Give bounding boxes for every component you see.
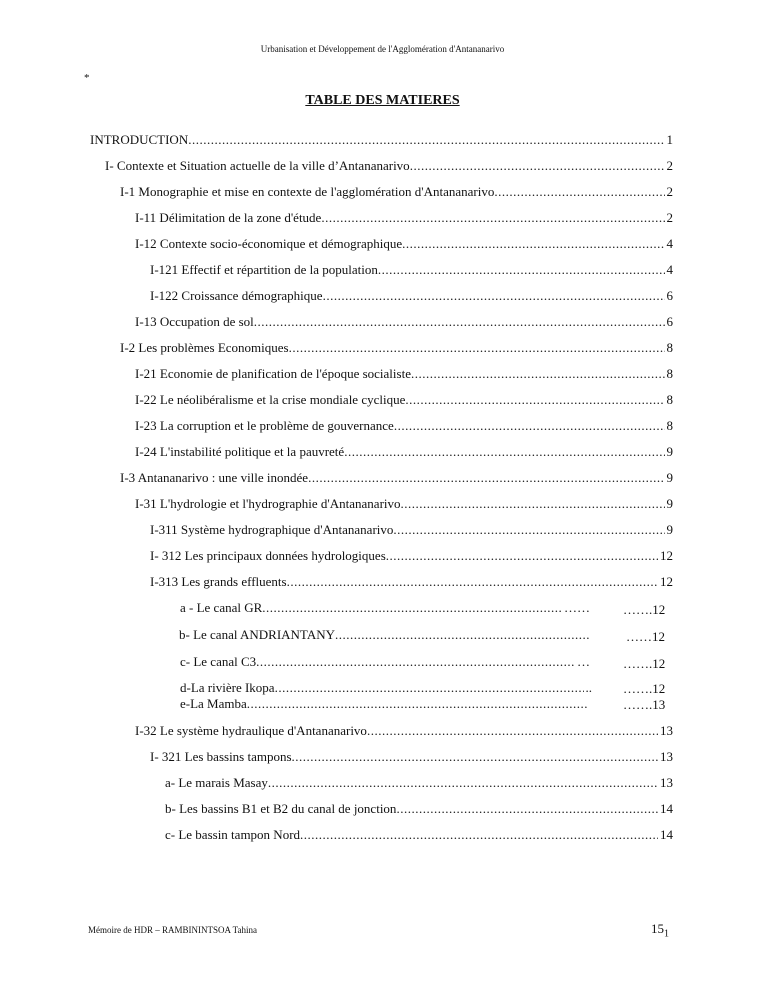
- dot-leader: [410, 158, 665, 174]
- dot-leader: [394, 418, 665, 434]
- toc-entry[interactable]: [120, 184, 673, 200]
- dot-leader: [188, 132, 664, 148]
- footer-page-number: [651, 921, 669, 940]
- toc-entry[interactable]: [180, 696, 588, 712]
- toc-entry[interactable]: [120, 340, 673, 356]
- toc-entry-page: 4: [666, 236, 673, 251]
- toc-entry-label: I-2 Les problèmes Economiques: [120, 340, 289, 355]
- dot-leader: [292, 749, 658, 765]
- toc-entry-page: 8: [666, 418, 673, 433]
- footer-page-main: 15: [651, 921, 664, 936]
- toc-entry[interactable]: [180, 680, 592, 696]
- toc-entry[interactable]: [135, 366, 673, 382]
- toc-entry-label: I-3 Antananarivo : une ville inondée: [120, 470, 309, 485]
- dot-leader: [256, 654, 575, 670]
- dot-leader: [386, 548, 658, 564]
- toc-entry-label: I-11 Délimitation de la zone d'étude: [135, 210, 322, 225]
- toc-entry-label: I-1 Monographie et mise en contexte de l'agglomération d'Antananarivo: [120, 184, 495, 199]
- toc-entry[interactable]: [135, 496, 673, 512]
- dot-leader: [289, 340, 665, 356]
- toc-entry-page: 6: [666, 288, 673, 303]
- toc-entry[interactable]: [135, 723, 673, 739]
- toc-entry[interactable]: [135, 314, 673, 330]
- toc-entry[interactable]: [150, 749, 673, 765]
- dot-leader: [402, 236, 664, 252]
- dot-leader: [378, 262, 665, 278]
- toc-entry[interactable]: [165, 827, 673, 843]
- toc-entry[interactable]: [179, 627, 591, 643]
- dot-leader: [308, 470, 664, 486]
- toc-entry[interactable]: [135, 418, 673, 434]
- dot-leader: [254, 314, 665, 330]
- toc-entry-label: e-La Mamba: [180, 696, 247, 711]
- dot-leader: [262, 600, 562, 616]
- toc-entry-page: 13: [660, 749, 673, 764]
- toc-entry-page: 12: [660, 574, 673, 589]
- dot-leader: [411, 366, 665, 382]
- toc-entry-page: 2: [666, 158, 673, 173]
- toc-entry[interactable]: [90, 132, 673, 148]
- toc-entry-label: I-32 Le système hydraulique d'Antananarivo: [135, 723, 367, 738]
- dot-leader: [401, 496, 665, 512]
- toc-entry[interactable]: [135, 392, 673, 408]
- footer-page-sub: 1: [664, 928, 669, 940]
- toc-entry-page: …….12: [623, 681, 666, 696]
- toc-entry-page: 13: [660, 775, 673, 790]
- dot-leader: [275, 680, 584, 696]
- toc-entry[interactable]: [180, 654, 590, 670]
- toc-entry[interactable]: [150, 548, 673, 564]
- toc-entry[interactable]: [120, 470, 673, 486]
- toc-entry-label: I-31 L'hydrologie et l'hydrographie d'Antananarivo: [135, 496, 401, 511]
- toc-entry-label: I- 321 Les bassins tampons: [150, 749, 292, 764]
- toc-entry[interactable]: [150, 262, 673, 278]
- toc-entry[interactable]: [135, 444, 673, 460]
- toc-entry-label: c- Le canal C3: [180, 654, 257, 669]
- toc-entry-page: 2: [666, 210, 673, 225]
- toc-entry-tail: ..: [585, 680, 592, 695]
- toc-entry-page: 14: [660, 827, 673, 842]
- toc-entry-page: 8: [666, 366, 673, 381]
- toc-entry-page: 1: [666, 132, 673, 147]
- toc-entry[interactable]: [165, 775, 673, 791]
- toc-entry[interactable]: [150, 522, 673, 538]
- toc-entry-page: ……12: [626, 629, 665, 644]
- running-header: Urbanisation et Développement de l'Agglomération d'Antananarivo: [260, 44, 505, 54]
- dot-leader: [268, 775, 658, 791]
- toc-entry-label: I- 312 Les principaux données hydrologiques: [150, 548, 386, 563]
- toc-entry-page: 9: [666, 470, 673, 485]
- toc-entry-tail: ……: [564, 600, 590, 615]
- toc-entry-page: 13: [660, 723, 673, 738]
- toc-entry-label: I-311 Système hydrographique d'Antananarivo: [150, 522, 394, 537]
- toc-entry-label: I-24 L'instabilité politique et la pauvreté: [135, 444, 345, 459]
- toc-entry-page: …….12: [623, 656, 666, 671]
- toc-entry-page: …….12: [623, 602, 666, 617]
- toc-entry-label: I-313 Les grands effluents: [150, 574, 287, 589]
- dot-leader: [405, 392, 664, 408]
- toc-entry-page: 9: [666, 496, 673, 511]
- toc-entry-page: 8: [666, 392, 673, 407]
- dot-leader: [335, 627, 589, 643]
- toc-entry-label: I-12 Contexte socio-économique et démographique: [135, 236, 403, 251]
- asterisk-mark: *: [84, 72, 90, 84]
- toc-entry-label: I- Contexte et Situation actuelle de la ville d’Antananarivo: [105, 158, 410, 173]
- dot-leader: [494, 184, 664, 200]
- dot-leader: [344, 444, 664, 460]
- toc-entry-page: 8: [666, 340, 673, 355]
- toc-entry[interactable]: [135, 236, 673, 252]
- dot-leader: [247, 696, 588, 712]
- toc-entry[interactable]: [135, 210, 673, 226]
- toc-entry-page: 2: [666, 184, 673, 199]
- toc-entry-label: I-122 Croissance démographique: [150, 288, 323, 303]
- toc-entry-label: b- Les bassins B1 et B2 du canal de jonction: [165, 801, 397, 816]
- toc-entry-page: 4: [666, 262, 673, 277]
- dot-leader: [323, 288, 665, 304]
- toc-entry-label: I-21 Economie de planification de l'époque socialiste: [135, 366, 411, 381]
- page-title: TABLE DES MATIERES: [305, 93, 460, 108]
- toc-entry-label: I-22 Le néolibéralisme et la crise mondiale cyclique: [135, 392, 406, 407]
- dot-leader: [367, 723, 658, 739]
- dot-leader: [396, 801, 658, 817]
- dot-leader: [393, 522, 664, 538]
- toc-entry[interactable]: [150, 574, 673, 590]
- toc-entry[interactable]: [165, 801, 673, 817]
- toc-entry-page: 9: [666, 444, 673, 459]
- toc-entry-label: d-La rivière Ikopa: [180, 680, 275, 695]
- dot-leader: [287, 574, 658, 590]
- toc-entry-label: c- Le bassin tampon Nord: [165, 827, 301, 842]
- toc-entry-tail: …: [577, 654, 590, 669]
- toc-entry-page: 14: [660, 801, 673, 816]
- toc-entry-page: 12: [660, 548, 673, 563]
- toc-entry-label: I-13 Occupation de sol: [135, 314, 254, 329]
- toc-entry-label: I-23 La corruption et le problème de gouvernance: [135, 418, 394, 433]
- dot-leader: [300, 827, 658, 843]
- dot-leader: [321, 210, 664, 226]
- toc-entry-page: …….13: [623, 697, 666, 712]
- toc-entry-label: I-121 Effectif et répartition de la population: [150, 262, 378, 277]
- toc-entry-label: b- Le canal ANDRIANTANY: [179, 627, 335, 642]
- toc-entry-page: 6: [666, 314, 673, 329]
- toc-entry-label: INTRODUCTION: [90, 132, 189, 147]
- toc-entry-label: a- Le marais Masay: [165, 775, 268, 790]
- toc-entry[interactable]: [105, 158, 673, 174]
- toc-entry-label: a - Le canal GR: [180, 600, 263, 615]
- toc-entry[interactable]: [180, 600, 590, 616]
- toc-entry-page: 9: [666, 522, 673, 537]
- footer-author: Mémoire de HDR – RAMBININTSOA Tahina: [88, 925, 257, 935]
- toc-entry[interactable]: [150, 288, 673, 304]
